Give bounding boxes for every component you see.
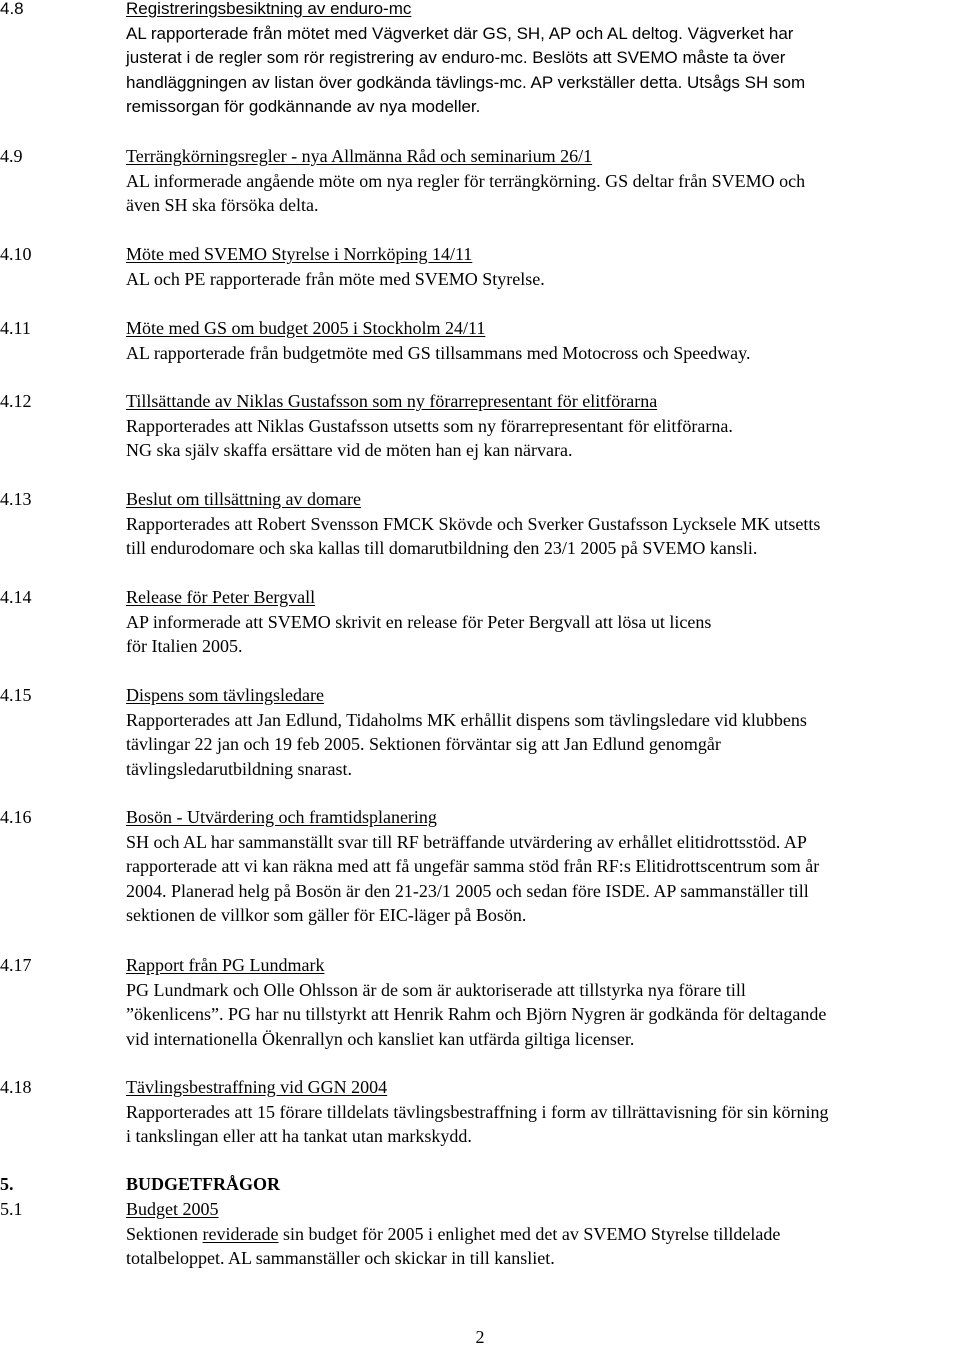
body-line [126,1222,958,1247]
body-line: AL informerade angående möte om nya regler för terrängkörning. GS deltar från SVEMO och [126,170,806,191]
section-number: 4.15 [0,685,32,705]
body-line: Rapporterades att 15 förare tilldelats tävlingsbestraffning i form av tillrättavisning för sin körning [126,1101,829,1122]
body-line: 2004. Planerad helg på Bosön är den 21-23/1 2005 och sedan före ISDE. AP sammanställer till [126,880,809,901]
body-line: PG Lundmark och Olle Ohlsson är de som är auktoriserade att tillstyrka nya förare till [126,979,746,1000]
page-number: 2 [475,1327,485,1347]
body-line: även SH ska försöka delta. [126,195,319,215]
section-number: 4.13 [0,489,32,509]
body-line: tävlingsledarutbildning snarast. [126,758,352,779]
section-number: 4.17 [0,955,32,975]
body-line: till endurodomare och ska kallas till domarutbildning den 23/1 2005 på SVEMO kansli. [126,538,758,558]
section-number: 4.12 [0,391,32,411]
body-line: handläggningen av listan över godkända tävlings-mc. AP verkställer detta. Utsågs SH som [126,72,806,92]
body-line: Rapporterades att Robert Svensson FMCK Skövde och Sverker Gustafsson Lycksele MK utsetts [126,513,821,534]
body-line: AL rapporterade från budgetmöte med GS tillsammans med Motocross och Speedway. [126,342,751,363]
body-line: SH och AL har sammanställt svar till RF beträffande utvärdering av erhållet elitidrottsstöd. AP [126,831,807,852]
body-line: rapporterade att vi kan räkna med att få ungefär samma stöd från RF:s Elitidrottscentrum som år [126,856,820,876]
body-line: AL och PE rapporterade från möte med SVEMO Styrelse. [126,268,545,289]
body-line: totalbeloppet. AL sammanställer och skickar in till kansliet. [126,1248,555,1268]
section-number: 5. [0,1174,14,1194]
section-heading: Möte med GS om budget 2005 i Stockholm 24/11 [126,318,486,338]
body-line: sektionen de villkor som gäller för EIC-läger på Bosön. [126,905,527,925]
body-line: Rapporterades att Niklas Gustafsson utsetts som ny förarrepresentant för elitförarna. [126,415,733,436]
body-line: remissorgan för godkännande av nya modeller. [126,97,481,116]
body-line: ”ökenlicens”. PG har nu tillstyrkt att Henrik Rahm och Björn Nygren är godkända för deltagande [126,1004,827,1024]
body-line: NG ska själv skaffa ersättare vid de möten han ej kan närvara. [126,440,573,460]
section-heading: Registreringsbesiktning av enduro-mc [126,0,412,18]
section-heading: Terrängkörningsregler - nya Allmänna Råd och seminarium 26/1 [126,146,593,166]
body-text: Sektionen [126,1223,203,1244]
section-number: 4.18 [0,1077,32,1097]
section-title: BUDGETFRÅGOR [126,1174,281,1194]
section-number: 4.14 [0,587,32,607]
section-heading: Beslut om tillsättning av domare [126,489,361,509]
section-heading: Tillsättande av Niklas Gustafsson som ny förarrepresentant för elitförarna [126,391,658,411]
section-heading: Möte med SVEMO Styrelse i Norrköping 14/11 [126,244,473,264]
section-heading: Release för Peter Bergvall [126,587,316,607]
section-number: 4.11 [0,318,31,338]
body-line: Rapporterades att Jan Edlund, Tidaholms MK erhållit dispens som tävlingsledare vid klubbens [126,709,807,730]
body-line: justerat i de regler som rör registrering av enduro-mc. Beslöts att SVEMO måste ta över [126,48,786,67]
body-line: AL rapporterade från mötet med Vägverket där GS, SH, AP och AL deltog. Vägverket har [126,23,794,43]
body-line: för Italien 2005. [126,636,243,656]
section-number: 4.10 [0,244,32,264]
section-heading: Tävlingsbestraffning vid GGN 2004 [126,1077,388,1097]
body-text: sin budget för 2005 i enlighet med det av SVEMO Styrelse tilldelade [278,1223,781,1244]
body-line: vid internationella Ökenrallyn och kansliet kan utfärda giltiga licenser. [126,1028,635,1049]
section-heading: Dispens som tävlingsledare [126,685,324,705]
underlined-word: reviderade [202,1223,279,1244]
section-number: 4.9 [0,146,23,166]
body-line: i tankslingan eller att ha tankat utan markskydd. [126,1126,472,1146]
body-line: AP informerade att SVEMO skrivit en release för Peter Bergvall att lösa ut licens [126,611,712,632]
section-heading: Bosön - Utvärdering och framtidsplanering [126,807,437,827]
section-number: 5.1 [0,1199,23,1219]
section-heading: Budget 2005 [126,1199,219,1219]
section-heading: Rapport från PG Lundmark [126,955,325,975]
section-number: 4.16 [0,807,32,827]
section-number: 4.8 [0,0,24,18]
body-line: tävlingar 22 jan och 19 feb 2005. Sektionen förväntar sig att Jan Edlund genomgår [126,734,721,754]
